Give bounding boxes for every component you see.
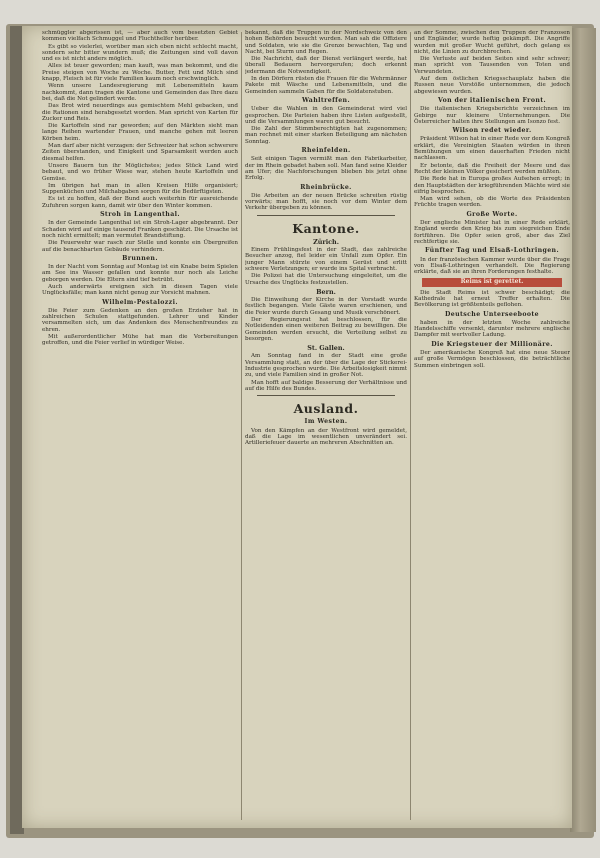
paragraph: schmüggler abgerissen ist, — aber auch vom besetzten Gebiet kommen vielfach Schmuggel und Fluchthelfer herüber.	[42, 30, 238, 43]
paragraph: Alles ist teuer geworden; man kauft, was man bekommt, und die Preise steigen von Woche zu Woche. Butter, Fett und Milch sind knapp, Fleisch ist für viele Familien kaum noch erschwinglich.	[42, 63, 238, 83]
item-heading: Stroh in Langenthal.	[100, 211, 180, 219]
item-heading: Rheinbrücke.	[300, 183, 352, 191]
item-heading: Im Westen.	[304, 418, 348, 426]
subsection-heading: St. Gallen.	[307, 344, 345, 353]
paragraph: Auch anderwärts ereignen sich in diesen Tagen viele Unglücksfälle; man kann nicht genug zur Vorsicht mahnen.	[42, 283, 238, 297]
paragraph: Die Feier zum Gedenken an den großen Erzieher hat in zahlreichen Schulen stattgefunden. Lehrer und Kinder versammelten sich, um das Andenken des Menschenfreundes zu ehren.	[42, 307, 238, 333]
paragraph: Im übrigen hat man in allen Kreisen Hilfe organisiert; Suppenküchen und Milchabgaben sorgen für die Bedürftigsten.	[42, 182, 238, 196]
paragraph: Der englische Minister hat in einer Rede erklärt, England werde den Krieg bis zum siegreichen Ende fortführen. Die Opfer seien groß, aber das Ziel rechtfertige sie.	[414, 220, 570, 245]
paragraph: Es ist zu hoffen, daß der Bund auch weiterhin für ausreichende Zufuhren sorgen kann, damit wir über den Winter kommen.	[42, 196, 238, 209]
next-page-edge	[570, 28, 596, 832]
paragraph: Die Kartoffeln sind rar geworden; auf den Märkten sieht man lange Reihen wartender Frauen, und manche gehen mit leeren Körben heim.	[42, 123, 238, 142]
item-heading: Große Worte.	[466, 210, 518, 218]
paragraph: Die Stadt Reims ist schwer beschädigt; die Kathedrale hat erneut Treffer erhalten. Die Bevölkerung ist größtenteils geflohen.	[414, 289, 570, 309]
paragraph: Präsident Wilson hat in einer Rede vor dem Kongreß erklärt, die Vereinigten Staaten würden in ihren Bemühungen um einen dauerhaften Frieden nicht nachlassen.	[414, 136, 570, 162]
section-divider	[257, 215, 395, 216]
column-rule	[410, 32, 411, 820]
paragraph: In der Nacht vom Sonntag auf Montag ist ein Knabe beim Spielen am See ins Wasser gefallen und konnte nur noch als Leiche geborgen werden. Die Eltern sind tief betrübt.	[42, 264, 238, 283]
paragraph: In der Gemeinde Langenthal ist ein Stroh-Lager abgebrannt. Der Schaden wird auf einige tausend Franken geschätzt. Die Ursache ist noch nicht ermittelt; man vermutet Brandstiftung.	[42, 220, 238, 239]
paragraph: Der Regierungsrat hat beschlossen, für die Notleidenden einen weiteren Beitrag zu bewilligen. Die Gemeinden werden ersucht, die Verteilung selbst zu besorgen.	[245, 316, 407, 342]
paragraph: Die Rede hat in Europa großes Aufsehen erregt; in den Hauptstädten der kriegführenden Mächte wird sie eifrig besprochen.	[414, 176, 570, 195]
column-2	[245, 30, 407, 822]
paragraph: Man hofft auf baldige Besserung der Verhältnisse und auf die Hilfe des Bundes.	[245, 379, 407, 392]
paragraph: Der amerikanische Kongreß hat eine neue Steuer auf große Vermögen beschlossen, die beträchtliche Summen einbringen soll.	[414, 350, 570, 369]
item-heading: Brunnen.	[122, 254, 158, 262]
paragraph: an der Somme, zwischen den Truppen der Franzosen und Engländer, wurde heftig gekämpft. Die Angriffe wurden mit großer Wucht geführt, doch gelang es nicht, die Linien zu durchbrechen.	[414, 30, 570, 55]
subsection-heading: Zürich.	[313, 237, 339, 246]
paragraph: In den Dörfern rüsten die Frauen für die Wehrmänner Pakete mit Wäsche und Lebensmitteln, und die Gemeinden sammeln Gaben für die Soldatenstuben.	[245, 76, 407, 95]
paragraph: Man wird sehen, ob die Worte des Präsidenten Früchte tragen werden.	[414, 196, 570, 209]
paragraph: Die Zahl der Stimmberechtigten hat zugenommen; man rechnet mit einer starken Beteiligung am nächsten Sonntag.	[245, 126, 407, 145]
paragraph: Unsere Bauern tun ihr Möglichstes; jedes Stück Land wird bebaut, und wo früher Wiese war, stehen heute Kartoffeln und Gemüse.	[42, 162, 238, 182]
item-heading: Von der italienischen Front.	[437, 96, 547, 104]
paragraph: Die Einweihung der Kirche in der Vorstadt wurde festlich begangen. Viele Gäste waren erschienen, und die Feier wurde durch Gesang und Musik verschönert.	[245, 297, 407, 316]
paragraph: Es gibt so vielerlei, worüber man sich eben nicht schlecht macht, sondern sehr bitter wundern muß; die Zeitungen sind voll davon und es ist nicht anders möglich.	[42, 43, 238, 63]
paragraph: Die Nachricht, daß der Dienst verlängert werde, hat überall Bedauern hervorgerufen; doch erkennt jedermann die Notwendigkeit.	[245, 56, 407, 75]
paragraph: Mit außerordentlicher Mühe hat man die Vorbereitungen getroffen, und die Feier verlief in würdiger Weise.	[42, 334, 238, 347]
column-rule	[241, 32, 242, 820]
paragraph: Am Sonntag fand in der Stadt eine große Versammlung statt, an der über die Lage der Stickerei-Industrie gesprochen wurde. Die Arbeitslosigkeit nimmt zu, und viele Familien sind in großer Not.	[245, 353, 407, 379]
item-heading: Wilhelm-Pestalozzi.	[102, 298, 178, 306]
item-heading: Deutsche Unterseeboote	[445, 310, 539, 318]
item-heading: Fünfter Tag und Elsaß-Lothringen.	[424, 247, 560, 255]
paragraph: Er betonte, daß die Freiheit der Meere und das Recht der kleinen Völker gesichert werden müßten.	[414, 162, 570, 175]
paragraph: Von den Kämpfen an der Westfront wird gemeldet, daß die Lage im wesentlichen unverändert sei. Artilleriefeuer dauerte an mehreren Abschnitten an.	[245, 427, 407, 447]
column-3	[414, 30, 570, 822]
paragraph: Wenn unsere Landesregierung mit Lebensmitteln kaum nachkommt, dann tragen die Kantone und Gemeinden das Ihre dazu bei, daß die Not gelindert werde.	[42, 83, 238, 102]
paragraph: Die Verluste auf beiden Seiten sind sehr schwer; man spricht von Tausenden von Toten und Verwundeten.	[414, 56, 570, 75]
item-heading: Die Kriegsteuer der Millionäre.	[431, 340, 553, 348]
highlighted-heading: Reims ist gerettet.	[422, 278, 562, 286]
paragraph: haben in der letzten Woche zahlreiche Handelsschiffe versenkt, darunter mehrere englische Dampfer mit wertvoller Ladung.	[414, 319, 570, 339]
paragraph: Die Polizei hat die Untersuchung eingeleitet, um die Ursache des Unglücks festzustellen.	[245, 273, 407, 286]
section-heading-ausland: Ausland.	[293, 401, 359, 417]
section-divider	[257, 395, 395, 396]
paragraph: Auf dem östlichen Kriegsschauplatz haben die Russen neue Vorstöße unternommen, die jedoch abgewiesen wurden.	[414, 76, 570, 95]
paragraph: Die italienischen Kriegsberichte verzeichnen im Gebirge nur kleinere Unternehmungen. Die Österreicher halten ihre Stellungen am Isonzo fest.	[414, 106, 570, 125]
item-heading: Wilson redet wieder.	[452, 127, 532, 135]
paragraph: Die Feuerwehr war rasch zur Stelle und konnte ein Übergreifen auf die benachbarten Gebäude verhindern.	[42, 240, 238, 253]
paragraph: Seit einigen Tagen vermißt man den Fabrikarbeiter, der im Rhein gebadet haben soll. Man fand seine Kleider am Ufer; die Nachforschungen blieben bis jetzt ohne Erfolg.	[245, 156, 407, 182]
column-1	[42, 30, 238, 822]
subsection-heading: Bern.	[316, 287, 336, 296]
paragraph: Ueber die Wahlen in den Gemeinderat wird viel gesprochen. Die Parteien haben ihre Listen aufgestellt, und die Versammlungen waren gut besucht.	[245, 106, 407, 125]
item-heading: Rheinfelden.	[301, 147, 351, 155]
paragraph: Einem Frühlingsfest in der Stadt, das zahlreiche Besucher anzog, fiel leider ein Unfall zum Opfer. Ein junger Mann stürzte von einem Gerüst und erlitt schwere Verletzungen; er wurde ins Spital verbracht.	[245, 247, 407, 272]
paragraph: In der französischen Kammer wurde über die Frage von Elsaß-Lothringen verhandelt. Die Regierung erklärte, daß sie an ihren Forderungen festhalte.	[414, 256, 570, 276]
paragraph: Man darf aber nicht verzagen: der Schweizer hat schon schwerere Zeiten überstanden, und Einigkeit und Sparsamkeit werden auch diesmal helfen.	[42, 143, 238, 162]
paragraph: Das Brot wird neuerdings aus gemischtem Mehl gebacken, und die Rationen sind herabgesetzt worden. Man spricht von Karten für Zucker und Reis.	[42, 103, 238, 122]
section-heading-kantone: Kantone.	[292, 220, 360, 236]
paragraph: bekannt, daß die Truppen in der Nordschweiz von den hohen Behörden besucht wurden. Man sah die Offiziere und Soldaten, wie sie die Grenze bewachten, Tag und Nacht, bei Sturm und Regen.	[245, 30, 407, 55]
newspaper-page	[22, 26, 572, 828]
item-heading: Wahltreffen.	[301, 96, 351, 104]
paragraph: Die Arbeiten an der neuen Brücke schreiten rüstig vorwärts; man hofft, sie noch vor dem Winter dem Verkehr übergeben zu können.	[245, 192, 407, 212]
